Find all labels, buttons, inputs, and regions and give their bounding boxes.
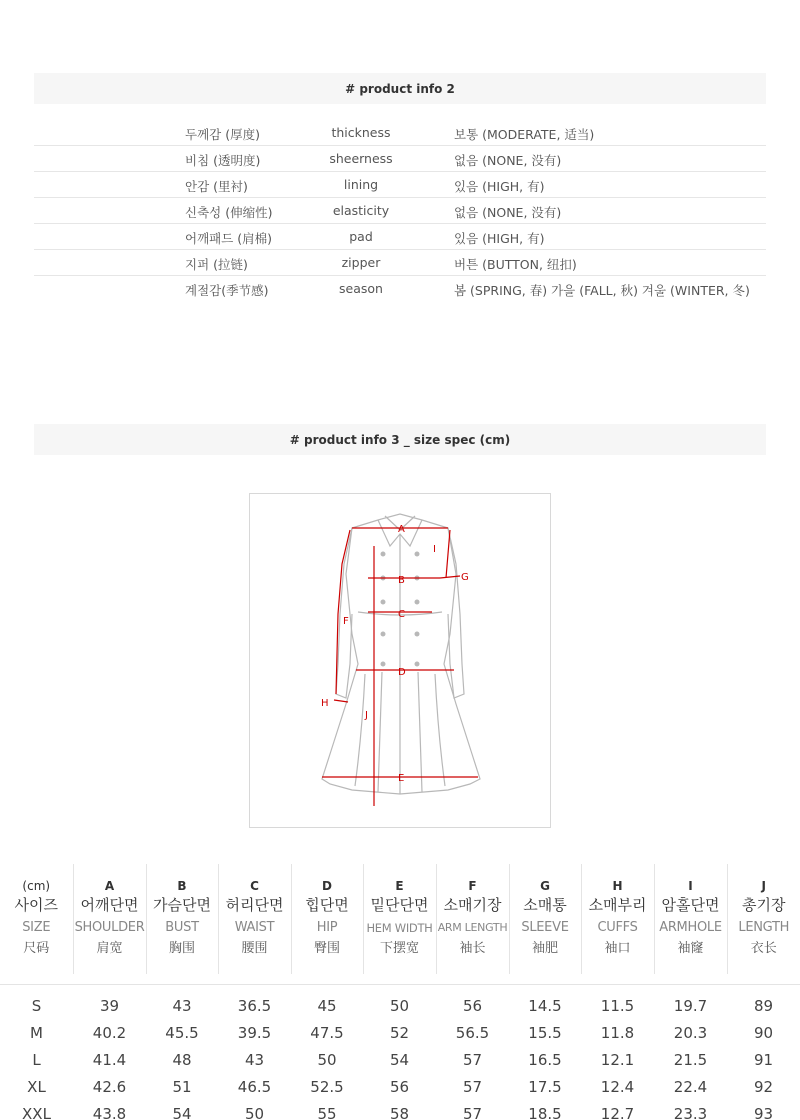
header-bust bbox=[146, 864, 218, 974]
info-label-kr: 어깨패드 (肩棉) bbox=[185, 231, 273, 246]
header-kr: 힙단면 bbox=[305, 896, 349, 914]
header-kr: 소매기장 bbox=[443, 896, 502, 914]
header-en: ARM LENGTH bbox=[437, 921, 508, 934]
value-cell: 15.5 bbox=[528, 1023, 562, 1042]
header-en: HEM WIDTH bbox=[366, 921, 433, 935]
value-cell: 48 bbox=[172, 1050, 192, 1069]
value-cell: 19.7 bbox=[673, 996, 708, 1015]
section-title: # product info 2 bbox=[345, 81, 455, 96]
header-cn: 袖口 bbox=[604, 941, 631, 956]
header-kr: 암홀단면 bbox=[661, 896, 720, 914]
size-cell: L bbox=[32, 1050, 41, 1069]
header-cn: 肩宽 bbox=[96, 941, 123, 956]
size-cell: XXL bbox=[22, 1104, 51, 1120]
label-c: C bbox=[398, 609, 405, 620]
measurement-diagram bbox=[249, 493, 551, 828]
value-cell: 43 bbox=[244, 1050, 265, 1069]
table-row-xxl bbox=[0, 1100, 800, 1120]
table-row-s bbox=[0, 992, 800, 1019]
info-row-zipper bbox=[34, 250, 766, 276]
header-letter: J bbox=[761, 879, 766, 893]
header-cn: 胸围 bbox=[168, 941, 195, 956]
value-cell: 14.5 bbox=[528, 996, 562, 1015]
header-letter: I bbox=[688, 879, 693, 893]
info-row-sheerness bbox=[34, 146, 766, 172]
table-row-l bbox=[0, 1046, 800, 1073]
header-letter: F bbox=[468, 879, 477, 893]
value-cell: 43.8 bbox=[92, 1104, 127, 1120]
size-cell: S bbox=[31, 996, 42, 1015]
header-letter: C bbox=[250, 879, 259, 893]
info-value: 없음 (NONE, 没有) bbox=[454, 205, 562, 220]
info-label-en: elasticity bbox=[332, 203, 390, 218]
value-cell: 56 bbox=[389, 1077, 410, 1096]
value-cell: 46.5 bbox=[237, 1077, 272, 1096]
header-hem-width bbox=[363, 864, 436, 974]
value-cell: 90 bbox=[753, 1023, 774, 1042]
product-info-table bbox=[34, 120, 766, 302]
label-b: B bbox=[398, 575, 405, 586]
label-h: H bbox=[321, 698, 329, 709]
header-en: ARMHOLE bbox=[659, 920, 722, 935]
value-cell: 11.8 bbox=[600, 1023, 635, 1042]
info-label-kr: 지퍼 (拉链) bbox=[185, 257, 248, 272]
header-cn: 袖长 bbox=[459, 941, 486, 956]
header-letter: E bbox=[395, 879, 404, 893]
info-label-kr: 계절감(季节感) bbox=[185, 283, 269, 298]
header-en: SHOULDER bbox=[74, 920, 145, 935]
info-label-en: pad bbox=[349, 229, 373, 244]
header-en: HIP bbox=[316, 920, 338, 935]
value-cell: 12.4 bbox=[600, 1077, 635, 1096]
info-value: 없음 (NONE, 没有) bbox=[454, 153, 562, 168]
label-j: J bbox=[365, 710, 368, 721]
header-kr: 소매부리 bbox=[588, 896, 647, 914]
header-cn: 下摆宽 bbox=[379, 941, 419, 956]
value-cell: 11.5 bbox=[600, 996, 635, 1015]
info-value: 있음 (HIGH, 有) bbox=[454, 179, 545, 194]
table-row-xl bbox=[0, 1073, 800, 1100]
table-row-m bbox=[0, 1019, 800, 1046]
info-label-en: season bbox=[339, 281, 383, 296]
value-cell: 57 bbox=[462, 1050, 483, 1069]
value-cell: 45.5 bbox=[165, 1023, 199, 1042]
value-cell: 58 bbox=[389, 1104, 410, 1120]
value-cell: 52 bbox=[389, 1023, 410, 1042]
value-cell: 91 bbox=[753, 1050, 774, 1069]
info-value: 봄 (SPRING, 春) 가을 (FALL, 秋) 겨울 (WINTER, 冬) bbox=[454, 283, 750, 298]
value-cell: 21.5 bbox=[673, 1050, 708, 1069]
value-cell: 18.5 bbox=[528, 1104, 562, 1120]
value-cell: 45 bbox=[317, 996, 337, 1015]
value-cell: 51 bbox=[172, 1077, 192, 1096]
section-header-size-spec bbox=[34, 424, 766, 455]
header-letter: H bbox=[612, 879, 623, 893]
header-length bbox=[727, 864, 800, 974]
info-value: 있음 (HIGH, 有) bbox=[454, 231, 545, 246]
info-row-pad bbox=[34, 224, 766, 250]
header-cn: 腰围 bbox=[241, 941, 268, 956]
size-spec-table bbox=[0, 864, 800, 1120]
info-row-season bbox=[34, 276, 766, 302]
header-sleeve bbox=[509, 864, 581, 974]
header-kr: 밑단단면 bbox=[370, 896, 429, 914]
header-kr: 가슴단면 bbox=[153, 896, 211, 914]
value-cell: 89 bbox=[753, 996, 774, 1015]
header-letter: B bbox=[177, 879, 187, 893]
header-letter: D bbox=[322, 879, 332, 893]
value-cell: 23.3 bbox=[673, 1104, 708, 1120]
header-waist bbox=[218, 864, 291, 974]
header-kr: 소매통 bbox=[523, 896, 567, 914]
value-cell: 12.1 bbox=[600, 1050, 635, 1069]
info-label-en: thickness bbox=[331, 125, 391, 140]
value-cell: 16.5 bbox=[528, 1050, 562, 1069]
info-label-kr: 비침 (透明度) bbox=[185, 153, 261, 168]
header-cn: 衣长 bbox=[750, 941, 777, 956]
header-separator bbox=[0, 974, 800, 984]
info-label-en: zipper bbox=[341, 255, 381, 270]
header-letter: A bbox=[104, 879, 115, 893]
header-cn: 袖肥 bbox=[531, 941, 558, 956]
header-kr: 허리단면 bbox=[225, 896, 284, 914]
label-a: A bbox=[398, 524, 405, 535]
info-value: 버튼 (BUTTON, 纽扣) bbox=[454, 257, 577, 272]
label-i: I bbox=[433, 544, 436, 555]
label-e: E bbox=[398, 773, 405, 784]
spacer bbox=[0, 984, 800, 992]
coat-diagram-svg bbox=[250, 494, 550, 827]
value-cell: 22.4 bbox=[673, 1077, 708, 1096]
size-table-header-row bbox=[0, 864, 800, 974]
value-cell: 50 bbox=[244, 1104, 265, 1120]
value-cell: 55 bbox=[317, 1104, 337, 1120]
info-row-thickness bbox=[34, 120, 766, 146]
value-cell: 92 bbox=[753, 1077, 774, 1096]
info-label-kr: 신축성 (伸缩性) bbox=[185, 205, 273, 220]
section-header-product-info-2 bbox=[34, 73, 766, 104]
header-kr: 총기장 bbox=[742, 896, 786, 914]
header-hip bbox=[291, 864, 363, 974]
header-armhole bbox=[654, 864, 727, 974]
header-letter: G bbox=[540, 879, 550, 893]
info-label-en: lining bbox=[343, 177, 379, 192]
label-f: F bbox=[343, 616, 349, 627]
header-size bbox=[0, 864, 73, 974]
header-cn: 袖窿 bbox=[677, 941, 704, 956]
value-cell: 39.5 bbox=[237, 1023, 272, 1042]
header-en: SLEEVE bbox=[521, 920, 569, 935]
header-arm-length bbox=[436, 864, 509, 974]
coat-outline bbox=[322, 514, 480, 794]
info-row-lining bbox=[34, 172, 766, 198]
value-cell: 12.7 bbox=[600, 1104, 635, 1120]
header-en: BUST bbox=[165, 920, 199, 935]
info-label-kr: 두께감 (厚度) bbox=[185, 127, 260, 142]
info-row-elasticity bbox=[34, 198, 766, 224]
header-kr: 어깨단면 bbox=[80, 896, 139, 914]
size-cell: XL bbox=[27, 1077, 46, 1096]
value-cell: 54 bbox=[389, 1050, 410, 1069]
value-cell: 47.5 bbox=[310, 1023, 344, 1042]
value-cell: 41.4 bbox=[92, 1050, 127, 1069]
header-en: LENGTH bbox=[738, 920, 790, 935]
header-kr: 사이즈 bbox=[14, 896, 58, 914]
section-title: # product info 3 _ size spec (cm) bbox=[289, 432, 511, 447]
header-en: SIZE bbox=[22, 920, 51, 935]
value-cell: 39 bbox=[99, 996, 120, 1015]
header-shoulder bbox=[73, 864, 146, 974]
header-cn: 臀围 bbox=[313, 941, 340, 956]
info-value: 보통 (MODERATE, 适当) bbox=[454, 127, 595, 142]
value-cell: 17.5 bbox=[528, 1077, 562, 1096]
label-g: G bbox=[461, 572, 469, 583]
label-d: D bbox=[398, 667, 406, 678]
value-cell: 54 bbox=[172, 1104, 192, 1120]
header-letter: (cm) bbox=[22, 879, 51, 893]
value-cell: 43 bbox=[172, 996, 192, 1015]
value-cell: 57 bbox=[462, 1104, 483, 1120]
value-cell: 52.5 bbox=[310, 1077, 344, 1096]
header-cuffs bbox=[581, 864, 654, 974]
size-cell: M bbox=[30, 1023, 43, 1042]
value-cell: 40.2 bbox=[92, 1023, 127, 1042]
info-label-en: sheerness bbox=[329, 151, 393, 166]
header-cn: 尺码 bbox=[23, 941, 50, 956]
value-cell: 50 bbox=[317, 1050, 337, 1069]
value-cell: 20.3 bbox=[673, 1023, 708, 1042]
value-cell: 42.6 bbox=[92, 1077, 127, 1096]
value-cell: 93 bbox=[753, 1104, 774, 1120]
value-cell: 50 bbox=[389, 996, 410, 1015]
info-label-kr: 안감 (里衬) bbox=[185, 179, 248, 194]
value-cell: 56.5 bbox=[455, 1023, 490, 1042]
header-en: CUFFS bbox=[597, 920, 638, 935]
value-cell: 57 bbox=[462, 1077, 483, 1096]
value-cell: 56 bbox=[462, 996, 483, 1015]
value-cell: 36.5 bbox=[237, 996, 272, 1015]
header-en: WAIST bbox=[234, 920, 275, 935]
